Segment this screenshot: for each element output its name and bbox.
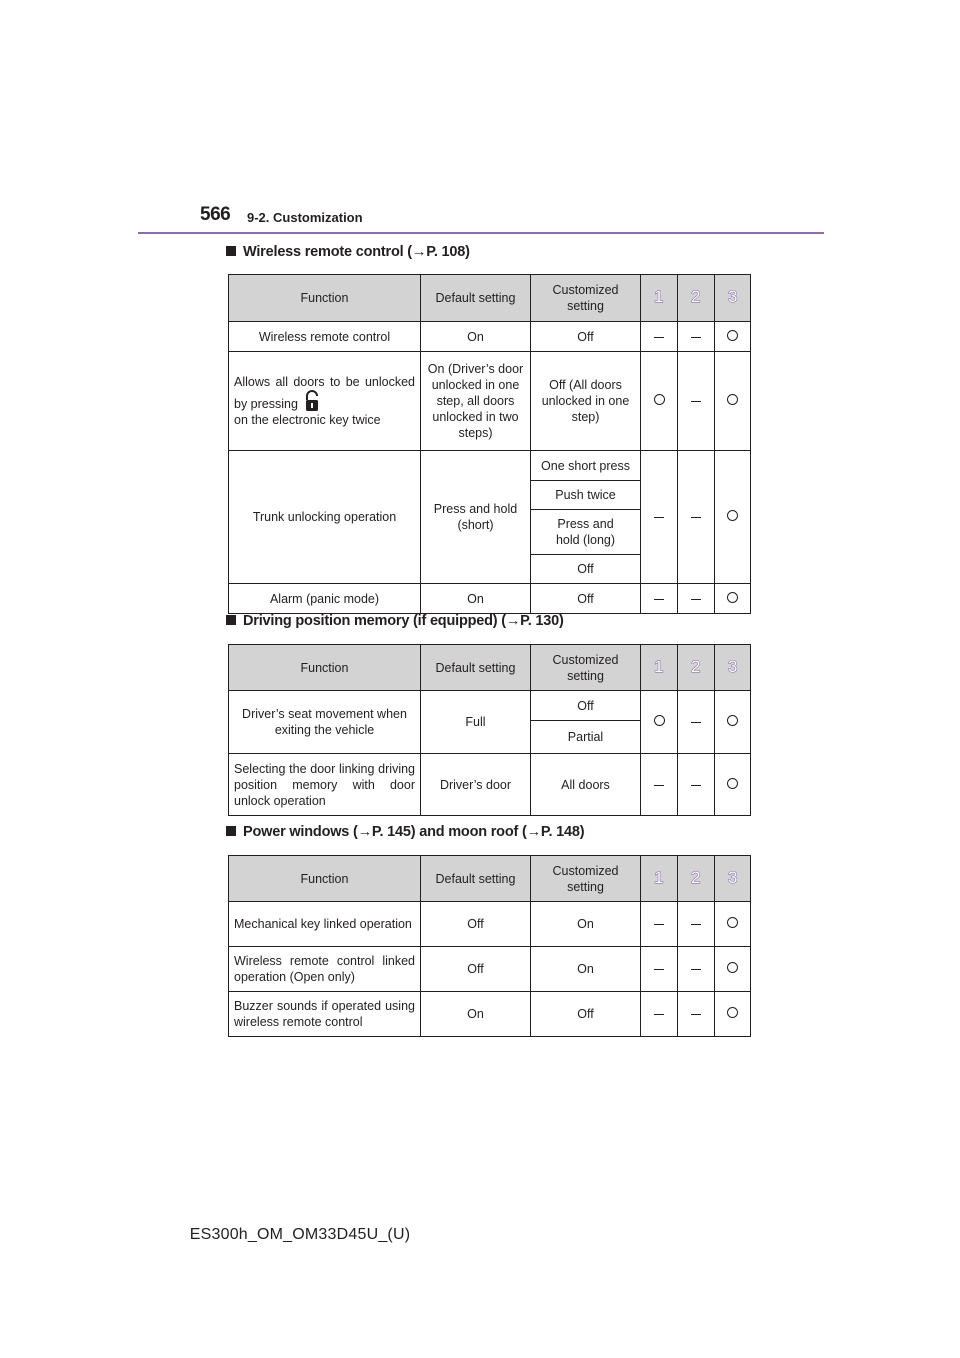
svg-text:1: 1	[654, 287, 664, 306]
function-text-b: on the electronic key twice	[234, 413, 381, 427]
svg-text:1: 1	[654, 656, 664, 676]
customized-option-cell: Off	[531, 555, 641, 584]
circle-icon	[727, 330, 738, 341]
function-cell: Alarm (panic mode)	[229, 584, 421, 614]
function-cell: Buzzer sounds if operated using wireless remote control	[229, 992, 421, 1037]
mode-3-cell	[715, 352, 751, 451]
dash-icon	[654, 517, 664, 518]
customized-option-cell: Off	[531, 691, 641, 721]
mode-1-cell	[641, 322, 678, 352]
customized-option-cell: Push twice	[531, 481, 641, 510]
default-cell: On	[421, 584, 531, 614]
column-header-function: Function	[229, 856, 421, 902]
table-row	[229, 322, 751, 352]
section-title-power-windows	[226, 824, 584, 840]
default-cell: Off	[421, 902, 531, 947]
dash-icon	[691, 337, 701, 338]
unlock-icon	[303, 390, 321, 412]
table-row	[229, 992, 751, 1037]
column-header-customized: Customized setting	[531, 645, 641, 691]
column-header-mode-2	[678, 856, 715, 902]
column-header-customized: Customized setting	[531, 275, 641, 322]
mode-1-icon	[651, 286, 667, 306]
mode-1-cell	[641, 584, 678, 614]
mode-2-icon	[688, 867, 704, 887]
mode-3-icon	[725, 286, 741, 306]
column-header-default: Default setting	[421, 275, 531, 322]
mode-3-icon	[725, 867, 741, 887]
mode-2-cell	[678, 451, 715, 584]
square-bullet-icon	[226, 615, 236, 625]
table-header-row	[229, 856, 751, 902]
circle-icon	[727, 917, 738, 928]
mode-1-cell	[641, 691, 678, 754]
column-header-customized: Customized setting	[531, 856, 641, 902]
mode-3-cell	[715, 754, 751, 816]
mode-2-cell	[678, 584, 715, 614]
default-cell: On	[421, 992, 531, 1037]
column-header-function: Function	[229, 645, 421, 691]
mode-3-cell	[715, 584, 751, 614]
mode-1-cell	[641, 902, 678, 947]
mode-1-cell	[641, 754, 678, 816]
mode-3-cell	[715, 691, 751, 754]
default-cell: On	[421, 322, 531, 352]
customized-cell: All doors	[531, 754, 641, 816]
dash-icon	[691, 517, 701, 518]
mode-1-cell	[641, 451, 678, 584]
mode-2-cell	[678, 691, 715, 754]
customized-option-cell: One short press	[531, 451, 641, 481]
section-title-wireless-remote	[226, 244, 470, 260]
circle-icon	[727, 1007, 738, 1018]
header-rule	[138, 232, 824, 234]
function-cell: Wireless remote control linked operation (Open only)	[229, 947, 421, 992]
dash-icon	[691, 722, 701, 723]
mode-1-icon	[651, 656, 667, 676]
svg-text:1: 1	[654, 867, 664, 887]
mode-2-cell	[678, 902, 715, 947]
svg-text:2: 2	[691, 287, 701, 306]
column-header-mode-3	[715, 645, 751, 691]
default-cell: Off	[421, 947, 531, 992]
customized-option-cell: Press and hold (long)	[531, 510, 641, 555]
svg-text:3: 3	[727, 867, 737, 887]
mode-2-cell	[678, 947, 715, 992]
mode-3-cell	[715, 322, 751, 352]
customized-cell: On	[531, 902, 641, 947]
column-header-mode-1	[641, 856, 678, 902]
table-row	[229, 584, 751, 614]
document-footer: ES300h_OM_OM33D45U_(U)	[189, 1226, 411, 1243]
circle-icon	[654, 394, 665, 405]
customized-cell: Off	[531, 992, 641, 1037]
svg-text:3: 3	[727, 287, 737, 306]
svg-text:3: 3	[727, 656, 737, 676]
mode-3-icon	[725, 656, 741, 676]
column-header-mode-2	[678, 275, 715, 322]
table-row	[229, 754, 751, 816]
circle-icon	[727, 962, 738, 973]
table-row	[229, 352, 751, 451]
circle-icon	[727, 510, 738, 521]
svg-text:2: 2	[691, 656, 701, 676]
default-cell: Driver’s door	[421, 754, 531, 816]
table-header-row	[229, 645, 751, 691]
dash-icon	[691, 969, 701, 970]
dash-icon	[691, 599, 701, 600]
dash-icon	[654, 969, 664, 970]
page-number: 566	[200, 204, 231, 225]
column-header-mode-1	[641, 275, 678, 322]
driving-position-memory-table	[228, 644, 751, 816]
dash-icon	[654, 924, 664, 925]
column-header-mode-2	[678, 645, 715, 691]
mode-3-cell	[715, 902, 751, 947]
column-header-default: Default setting	[421, 856, 531, 902]
section-label: 9-2. Customization	[247, 210, 363, 225]
section-title-text: Power windows (→P. 145) and moon roof (→P. 148)	[243, 824, 585, 840]
mode-3-cell	[715, 947, 751, 992]
table-row	[229, 902, 751, 947]
column-header-default: Default setting	[421, 645, 531, 691]
square-bullet-icon	[226, 826, 236, 836]
dash-icon	[691, 401, 701, 402]
table-header-row	[229, 275, 751, 322]
circle-icon	[654, 715, 665, 726]
function-cell: Mechanical key linked operation	[229, 902, 421, 947]
function-cell: Wireless remote control	[229, 322, 421, 352]
column-header-mode-3	[715, 856, 751, 902]
circle-icon	[727, 394, 738, 405]
wireless-remote-table	[228, 274, 751, 614]
mode-1-cell	[641, 992, 678, 1037]
column-header-function: Function	[229, 275, 421, 322]
mode-1-cell	[641, 947, 678, 992]
mode-1-cell	[641, 352, 678, 451]
mode-2-cell	[678, 992, 715, 1037]
customized-cell: Off	[531, 584, 641, 614]
column-header-mode-3	[715, 275, 751, 322]
table-row	[229, 451, 751, 481]
table-row	[229, 691, 751, 721]
mode-3-cell	[715, 992, 751, 1037]
dash-icon	[654, 599, 664, 600]
dash-icon	[654, 337, 664, 338]
mode-2-cell	[678, 352, 715, 451]
default-cell: Full	[421, 691, 531, 754]
dash-icon	[654, 1014, 664, 1015]
section-title-text: Driving position memory (if equipped) (→P. 130)	[243, 613, 564, 629]
default-cell: On (Driver’s door unlocked in one step, all doors unlocked in two steps)	[421, 352, 531, 451]
section-title-text: Wireless remote control (→P. 108)	[243, 244, 470, 260]
mode-2-icon	[688, 286, 704, 306]
circle-icon	[727, 715, 738, 726]
customized-cell: Off	[531, 322, 641, 352]
function-cell: Selecting the door linking driving position memory with door unlock operation	[229, 754, 421, 816]
customized-cell: Off (All doors unlocked in one step)	[531, 352, 641, 451]
square-bullet-icon	[226, 246, 236, 256]
function-cell: Driver’s seat movement when exiting the vehicle	[229, 691, 421, 754]
customized-cell: On	[531, 947, 641, 992]
table-row	[229, 947, 751, 992]
function-cell	[229, 352, 421, 451]
mode-3-cell	[715, 451, 751, 584]
dash-icon	[691, 1014, 701, 1015]
circle-icon	[727, 778, 738, 789]
section-title-driving-position-memory	[226, 613, 564, 629]
mode-2-cell	[678, 322, 715, 352]
customized-option-cell: Partial	[531, 721, 641, 754]
svg-text:2: 2	[691, 867, 701, 887]
dash-icon	[654, 785, 664, 786]
mode-1-icon	[651, 867, 667, 887]
mode-2-cell	[678, 754, 715, 816]
circle-icon	[727, 592, 738, 603]
mode-2-icon	[688, 656, 704, 676]
function-cell: Trunk unlocking operation	[229, 451, 421, 584]
dash-icon	[691, 924, 701, 925]
dash-icon	[691, 785, 701, 786]
function-text-a: Allows all doors to be unlocked by pressing	[234, 375, 415, 411]
power-windows-table	[228, 855, 751, 1037]
column-header-mode-1	[641, 645, 678, 691]
default-cell: Press and hold (short)	[421, 451, 531, 584]
